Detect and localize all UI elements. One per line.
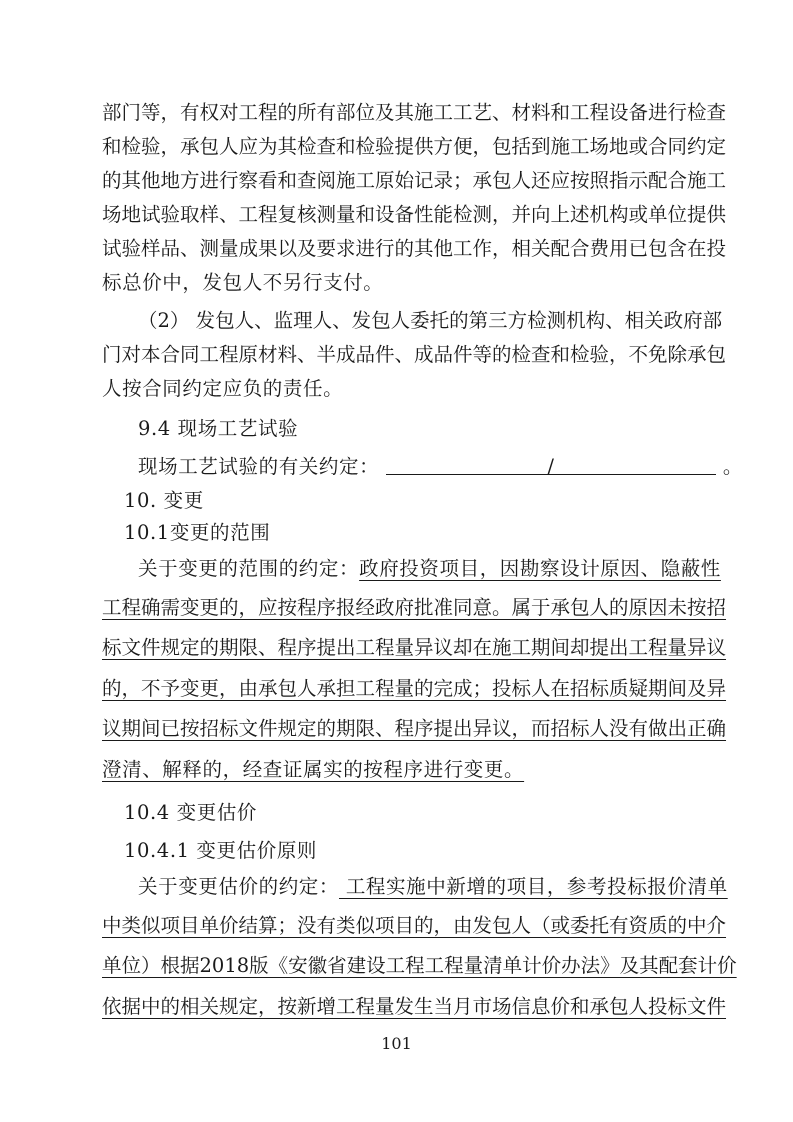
clause-line	[138, 554, 721, 584]
clause-line: 的，不予变更，由承包人承担工程量的完成；投标人在招标质疑期间及异	[102, 677, 727, 700]
section-heading-10-4: 10.4 变更估价	[124, 801, 258, 824]
clause-label: 关于变更的范围的约定：	[138, 557, 360, 580]
paragraph-line: 和检验，承包人应为其检查和检验提供方便，包括到施工场地或合同约定	[102, 135, 727, 158]
clause-line: 标文件规定的期限、程序提出工程量异议却在施工期间却提出工程量异议	[102, 636, 727, 659]
field-row-9-4	[138, 452, 743, 482]
paragraph-line: 门对本合同工程原材料、半成品件、成品件等的检查和检验，不免除承包	[102, 343, 727, 366]
field-value-blank: /	[386, 452, 716, 475]
clause-value: 政府投资项目，因勘察设计原因、隐蔽性	[359, 557, 721, 580]
paragraph-line: 场地试验取样、工程复核测量和设备性能检测，并向上述机构或单位提供	[102, 203, 727, 226]
paragraph-line: 人按合同约定应负的责任。	[102, 377, 344, 400]
clause-line: 单位）根据2018版《安徽省建设工程工程量清单计价办法》及其配套计价	[102, 954, 737, 977]
field-end: 。	[722, 455, 743, 478]
page-number: 101	[381, 1034, 412, 1053]
field-label: 现场工艺试验的有关约定：	[138, 455, 380, 478]
clause-line: 澄清、解释的，经查证属实的按程序进行变更。	[102, 758, 525, 781]
section-heading-10: 10. 变更	[124, 489, 204, 512]
clause-line: 议期间已按招标文件规定的期限、程序提出异议，而招标人没有做出正确	[102, 717, 727, 740]
clause-value: 工程实施中新增的项目，参考投标报价清单	[339, 875, 728, 898]
paragraph-line: 试验样品、测量成果以及要求进行的其他工作，相关配合费用已包含在投	[102, 237, 727, 260]
clause-label: 关于变更估价的约定：	[138, 875, 340, 898]
clause-line	[138, 872, 728, 902]
clause-line: 工程确需变更的，应按程序报经政府批准同意。属于承包人的原因未按招	[102, 596, 727, 619]
paragraph-line: 的其他地方进行察看和查阅施工原始记录；承包人还应按照指示配合施工	[102, 169, 727, 192]
clause-line: 中类似项目单价结算；没有类似项目的，由发包人（或委托有资质的中介	[102, 914, 727, 937]
section-heading-10-4-1: 10.4.1 变更估价原则	[124, 839, 318, 862]
section-heading-10-1: 10.1变更的范围	[124, 521, 271, 544]
clause-line: 依据中的相关规定，按新增工程量发生当月市场信息价和承包人投标文件	[102, 995, 727, 1018]
section-heading-9-4: 9.4 现场工艺试验	[138, 417, 299, 440]
paragraph-line: （2） 发包人、监理人、发包人委托的第三方检测机构、相关政府部	[138, 309, 723, 332]
paragraph-line: 标总价中，发包人不另行支付。	[102, 271, 384, 294]
paragraph-line: 部门等，有权对工程的所有部位及其施工工艺、材料和工程设备进行检查	[102, 101, 727, 124]
